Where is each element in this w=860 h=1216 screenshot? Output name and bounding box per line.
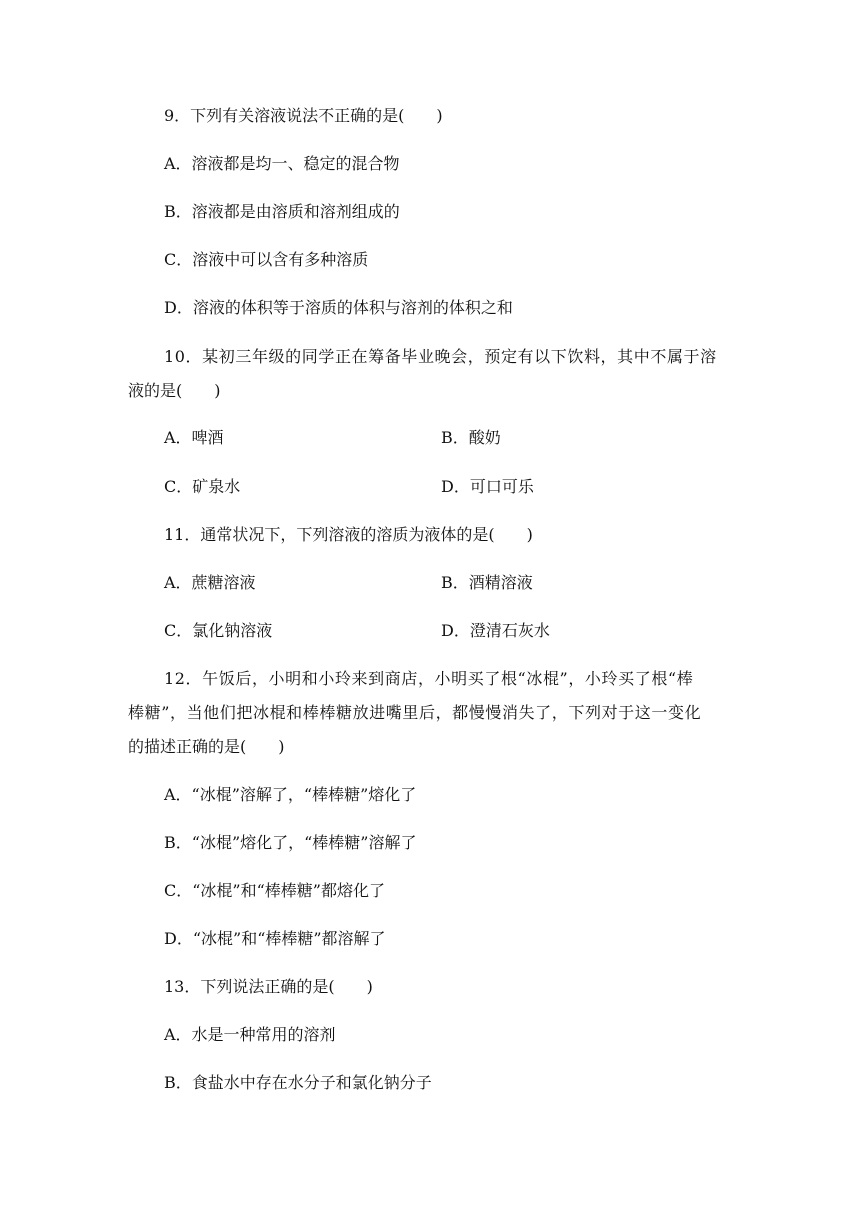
question-13-option-a: A．水是一种常用的溶剂 [164,1025,336,1044]
question-10-stem-continued: 液的是( ) [128,381,221,400]
question-10-option-b: B．酸奶 [441,428,501,447]
question-10-option-c: C．矿泉水 [164,477,241,496]
question-11-option-a: A．蔗糖溶液 [164,573,256,592]
question-12-option-b: B．“冰棍”熔化了，“棒棒糖”溶解了 [164,833,417,852]
question-9-option-a: A．溶液都是均一、稳定的混合物 [164,154,400,173]
question-10-option-d: D．可口可乐 [441,477,534,496]
question-9-option-c: C．溶液中可以含有多种溶质 [164,250,369,269]
question-12-stem-line-3: 的描述正确的是( ) [128,737,285,756]
question-9-option-d: D．溶液的体积等于溶质的体积与溶剂的体积之和 [164,298,513,317]
question-12-option-c: C．“冰棍”和“棒棒糖”都熔化了 [164,881,385,900]
question-11-option-c: C．氯化钠溶液 [164,621,273,640]
question-11-stem: 11．通常状况下，下列溶液的溶质为液体的是( ) [164,525,533,544]
question-12-option-d: D．“冰棍”和“棒棒糖”都溶解了 [164,929,386,948]
question-10-option-a: A．啤酒 [164,428,224,447]
question-13-option-b: B．食盐水中存在水分子和氯化钠分子 [164,1073,432,1092]
question-12-stem-line-2: 棒糖”，当他们把冰棍和棒棒糖放进嘴里后，都慢慢消失了，下列对于这一变化 [128,703,702,722]
question-10-stem: 10．某初三年级的同学正在筹备毕业晚会，预定有以下饮料，其中不属于溶 [164,347,717,366]
question-12-option-a: A．“冰棍”溶解了，“棒棒糖”熔化了 [164,785,417,804]
question-11-option-d: D．澄清石灰水 [441,621,550,640]
question-9-option-b: B．溶液都是由溶质和溶剂组成的 [164,202,400,221]
question-12-stem: 12．午饭后，小明和小玲来到商店，小明买了根“冰棍”，小玲买了根“棒 [164,669,694,688]
question-9-stem: 9．下列有关溶液说法不正确的是( ) [164,106,443,125]
question-13-stem: 13．下列说法正确的是( ) [164,977,373,996]
question-11-option-b: B．酒精溶液 [441,573,533,592]
